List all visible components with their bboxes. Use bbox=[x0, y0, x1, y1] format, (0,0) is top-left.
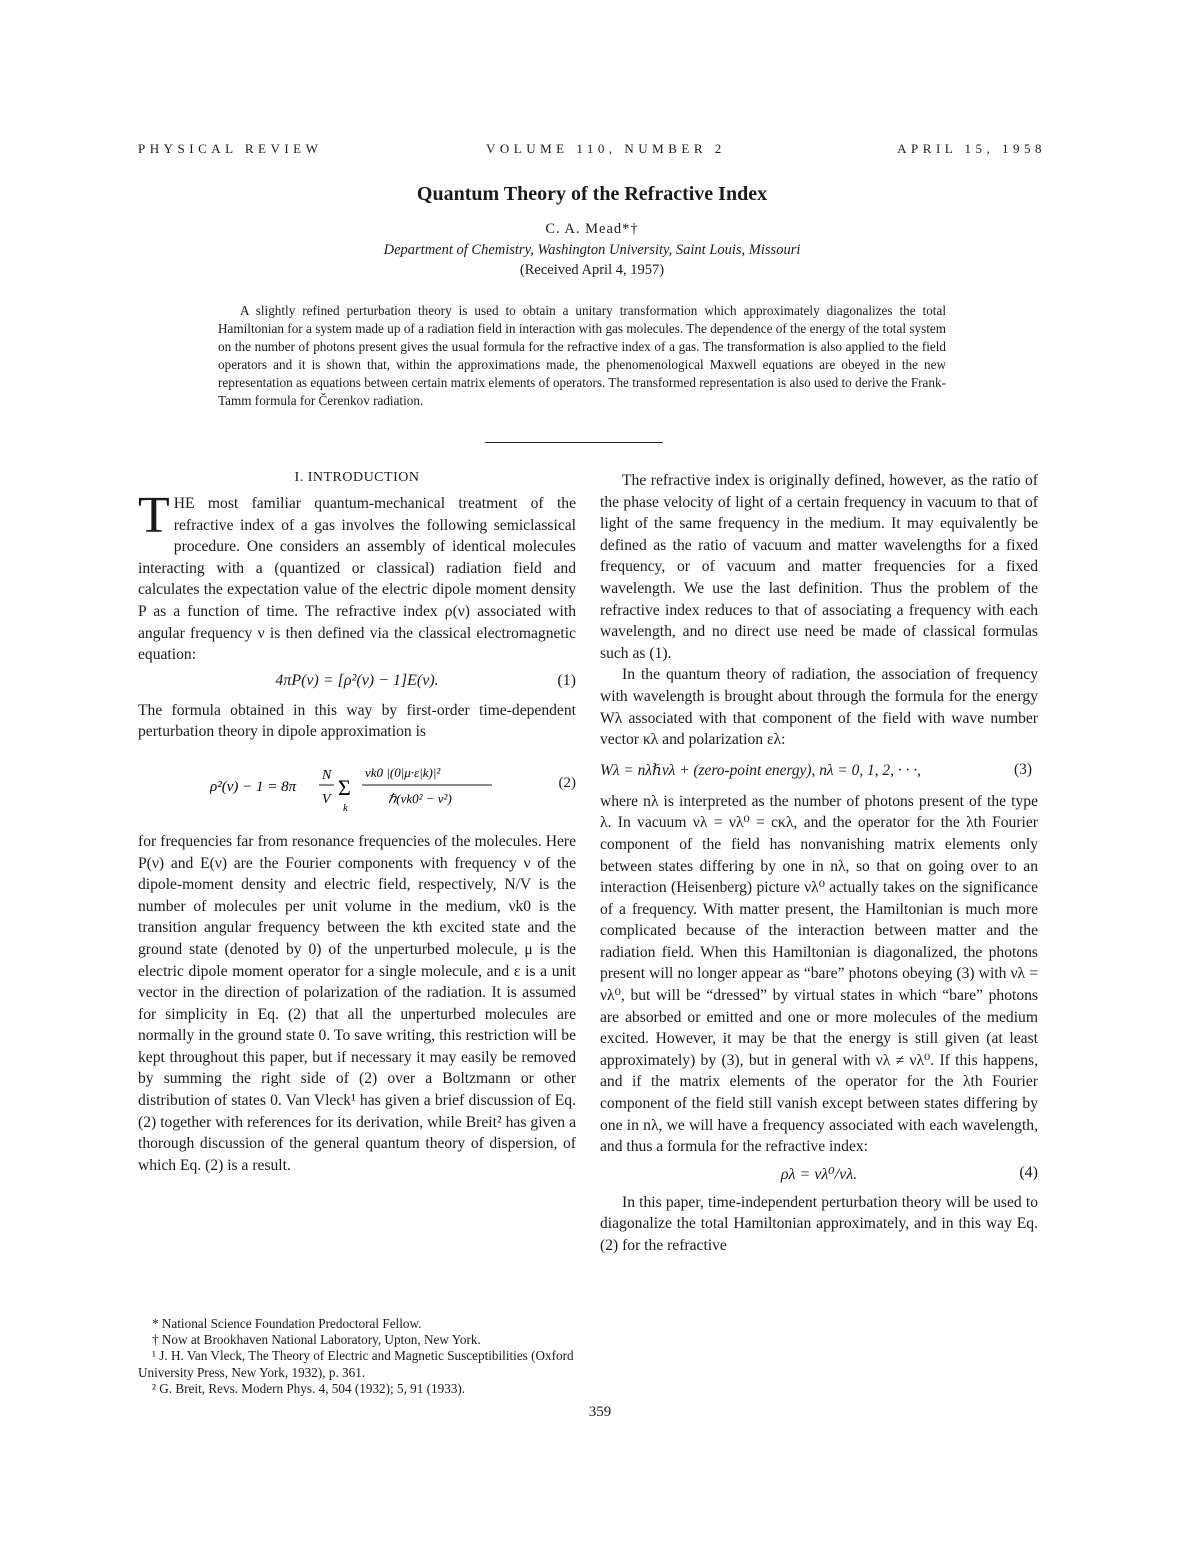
received-date: (Received April 4, 1957) bbox=[519, 262, 665, 278]
running-header bbox=[138, 141, 1046, 161]
right-paragraph-2: In the quantum theory of radiation, the association of frequency with wavelength is brought about through the formula for the energy Wλ associated with that component of the field with wave number vector κλ and polarization ελ: bbox=[600, 666, 1038, 749]
author-affiliation: Department of Chemistry, Washington University, Saint Louis, Missouri bbox=[383, 242, 801, 258]
equation-1-body: 4πP(ν) = [ρ²(ν) − 1]E(ν). bbox=[275, 671, 439, 689]
paper-title: Quantum Theory of the Refractive Index bbox=[416, 183, 768, 205]
equation-3-number: (3) bbox=[1014, 760, 1032, 778]
eq2-lhs: ρ²(ν) − 1 = 8π bbox=[210, 778, 297, 795]
section-divider bbox=[485, 442, 663, 443]
equation-3 bbox=[600, 751, 1038, 791]
eq2-denominator: ℏ(νk0² − ν²) bbox=[388, 790, 452, 806]
equation-2-graphic bbox=[210, 743, 510, 831]
footnote-3: ¹ J. H. Van Vleck, The Theory of Electric and Magnetic Susceptibilities (Oxford University Press, New York, 1932), p. 361. bbox=[138, 1348, 574, 1380]
footnotes bbox=[138, 1316, 578, 1397]
intro-paragraph-1 bbox=[138, 487, 576, 666]
equation-1 bbox=[138, 666, 576, 700]
intro-paragraph-1-text: HE most familiar quantum-mechanical treatment of the refractive index of a gas involves the following semiclassical procedure. One considers an assembly of identical molecules interacting with a (quantized or classical) radiation field and calculates the expectation value of the electric dipole moment density P as a function of time. The refractive index ρ(ν) associated with angular frequency ν is then defined via the classical electromagnetic equation: bbox=[138, 495, 576, 664]
left-column bbox=[138, 470, 576, 1176]
journal-name: PHYSICAL REVIEW bbox=[138, 141, 323, 156]
footnote-4: ² G. Breit, Revs. Modern Phys. 4, 504 (1932); 5, 91 (1933). bbox=[152, 1380, 466, 1396]
equation-1-number: (1) bbox=[557, 671, 576, 689]
drop-cap: T bbox=[138, 487, 170, 544]
issue-date: APRIL 15, 1958 bbox=[897, 141, 1046, 156]
eq2-V: V bbox=[322, 791, 331, 807]
footnote-1: * National Science Foundation Predoctoral Fellow. bbox=[152, 1316, 422, 1331]
footnote-2: † Now at Brookhaven National Laboratory, Upton, New York. bbox=[152, 1332, 481, 1348]
equation-3-body: Wλ = nλℏνλ + (zero-point energy), nλ = 0, 1, 2, · · ·, bbox=[600, 761, 921, 779]
intro-paragraph-3: for frequencies far from resonance frequencies of the molecules. Here P(ν) and E(ν) are the Fourier components with frequency ν of the dipole-moment density and electric field, respectively, N/V is the number of molecules per unit volume in the medium, νk0 is the transition angular frequency between the kth excited state and the ground state (denoted by 0) of the unperturbed molecule, μ is the electric dipole moment operator for a single molecule, and ε is a unit vector in the direction of polarization of the radiation. It is assumed for simplicity in Eq. (2) that all the unperturbed molecules are normally in the ground state 0. To save writing, this restriction will be kept throughout this paper, but if necessary it may easily be removed by summing the right side of (2) over a Boltzmann or other distribution of states 0. Van Vleck¹ has given a brief discussion of Eq. (2) together with references for its derivation, while Breit² has given a thorough discussion of the general quantum theory of dispersion, of which Eq. (2) is a result. bbox=[138, 832, 576, 1174]
equation-2 bbox=[138, 743, 576, 831]
equation-2-number: (2) bbox=[558, 774, 576, 791]
right-paragraph-4: In this paper, time-independent perturbation theory will be used to diagonalize the total Hamiltonian approximately, and in this way Eq. (2) for the refractive bbox=[600, 1193, 1038, 1254]
eq2-numerator: νk0 |(0|μ·ε|k)|² bbox=[365, 764, 441, 780]
eq2-N: N bbox=[322, 767, 332, 783]
right-column bbox=[600, 470, 1038, 1257]
right-paragraph-1: The refractive index is originally defined, however, as the ratio of the phase velocity of light of a certain frequency in vacuum to that of light of the same frequency in the medium. It may equivalently be defined as the ratio of vacuum and matter wavelengths for a fixed frequency, or of vacuum and matter frequencies for a fixed wavelength. We use the last definition. Thus the problem of the refractive index reduces to that of associating a frequency with each wavelength, and no direct use need be made of classical formulas such as (1). bbox=[600, 472, 1038, 662]
eq2-sum: Σ bbox=[338, 774, 351, 800]
volume-number: VOLUME 110, NUMBER 2 bbox=[486, 141, 726, 156]
equation-4 bbox=[600, 1158, 1038, 1192]
right-paragraph-3: where nλ is interpreted as the number of photons present of the type λ. In vacuum νλ = νλ⁰ = cκλ, and the operator for the λth Fourier component of the field has nonvanishing matrix elements only between states differing by one in nλ, so that on going over to an interaction (Heisenberg) picture νλ⁰ actually takes on the significance of a frequency. With matter present, the Hamiltonian is much more complicated because of the interaction between matter and the radiation field. When this Hamiltonian is diagonalized, the photons present will no longer appear as “bare” photons obeying (3) with νλ = νλ⁰, but will be “dressed” by virtual states in which “bare” photons are absorbed or emitted and one or more molecules of the medium excited. However, it may be that the energy is still given (at least approximately) by (3), but in general with νλ ≠ νλ⁰. If this happens, and if the matrix elements of the operator for the λth Fourier component of the field still vanish except between states differing by one in nλ, we will have a frequency associated with each wavelength, and thus a formula for the refractive index: bbox=[600, 792, 1038, 1156]
abstract: A slightly refined perturbation theory is used to obtain a unitary transformation which approximately diagonalizes the total Hamiltonian for a system made up of a radiation field in interaction with gas molecules. The dependence of the energy of the total system on the number of photons present gives the usual formula for the refractive index of a gas. The transformation is also applied to the field operators and it is shown that, within the approximations made, the phenomenological Maxwell equations are obeyed in the new representation as equations between certain matrix elements of operators. The transformed representation is also used to derive the Frank-Tamm formula for Čerenkov radiation. bbox=[218, 303, 946, 408]
eq2-k: k bbox=[343, 801, 348, 814]
author-name: C. A. Mead*† bbox=[545, 221, 639, 237]
equation-4-number: (4) bbox=[1019, 1163, 1038, 1181]
page-number: 359 bbox=[588, 1404, 612, 1420]
intro-paragraph-2: The formula obtained in this way by first-order time-dependent perturbation theory in dipole approximation is bbox=[138, 701, 576, 741]
equation-4-body: ρλ = νλ⁰/νλ. bbox=[780, 1165, 858, 1183]
section-heading: I. INTRODUCTION bbox=[294, 470, 420, 485]
